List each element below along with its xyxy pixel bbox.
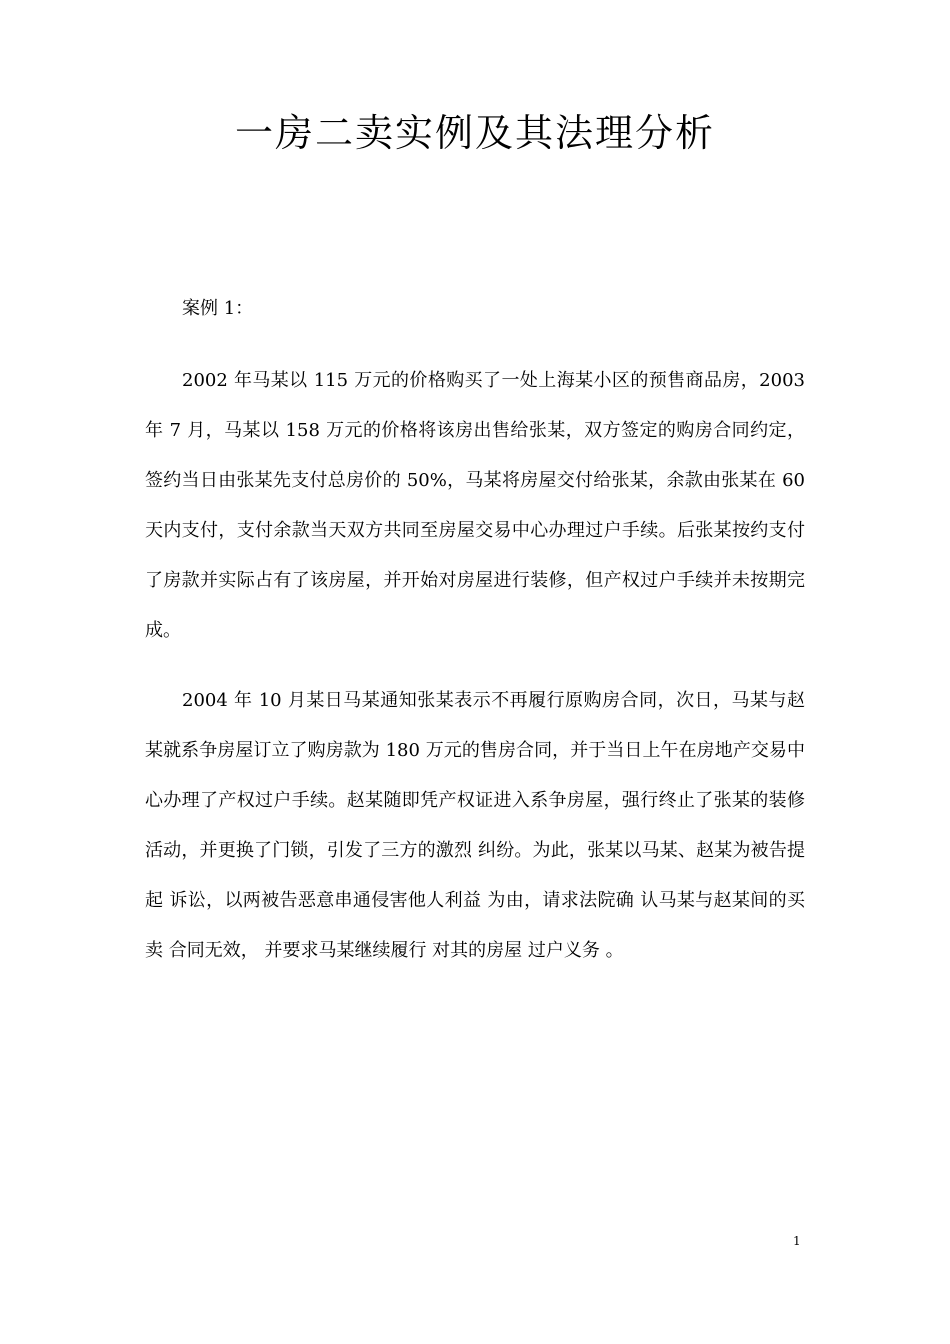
paragraph-1: 2002 年马某以 115 万元的价格购买了一处上海某小区的预售商品房，2003 年 7 月，马某以 158 万元的价格将该房出售给张某，双方签定的购房合同约定，签约当日由张某先支付总房价的 50%，马某将房屋交付给张某，余款由张某在 60 天内支付，支付余款当天双方共同至房屋交易中心办理过户手续。后张某按约支付了房款并实际占有了该房屋，并开始对房屋进行装修，但产权过户手续并未按期完成。 xyxy=(145,370,805,641)
page-number: 1 xyxy=(793,1234,801,1248)
paragraph-2: 2004 年 10 月某日马某通知张某表示不再履行原购房合同，次日，马某与赵某就系争房屋订立了购房款为 180 万元的售房合同，并于当日上午在房地产交易中心办理了产权过户手续。赵某随即凭产权证进入系争房屋，强行终止了张某的装修活动，并更换了门锁，引发了三方的激烈 纠纷。为此，张某以马某、赵某为被告提起 诉讼，以两被告恶意串通侵害他人利益 为由，请求法院确 认马某与赵某间的买卖 合同无效， 并要求马某继续履行 对其的房屋 过户义务 。 xyxy=(145,690,805,961)
case-label: 案例 1： xyxy=(182,298,254,319)
document-title: 一房二卖实例及其法理分析 xyxy=(234,111,715,155)
